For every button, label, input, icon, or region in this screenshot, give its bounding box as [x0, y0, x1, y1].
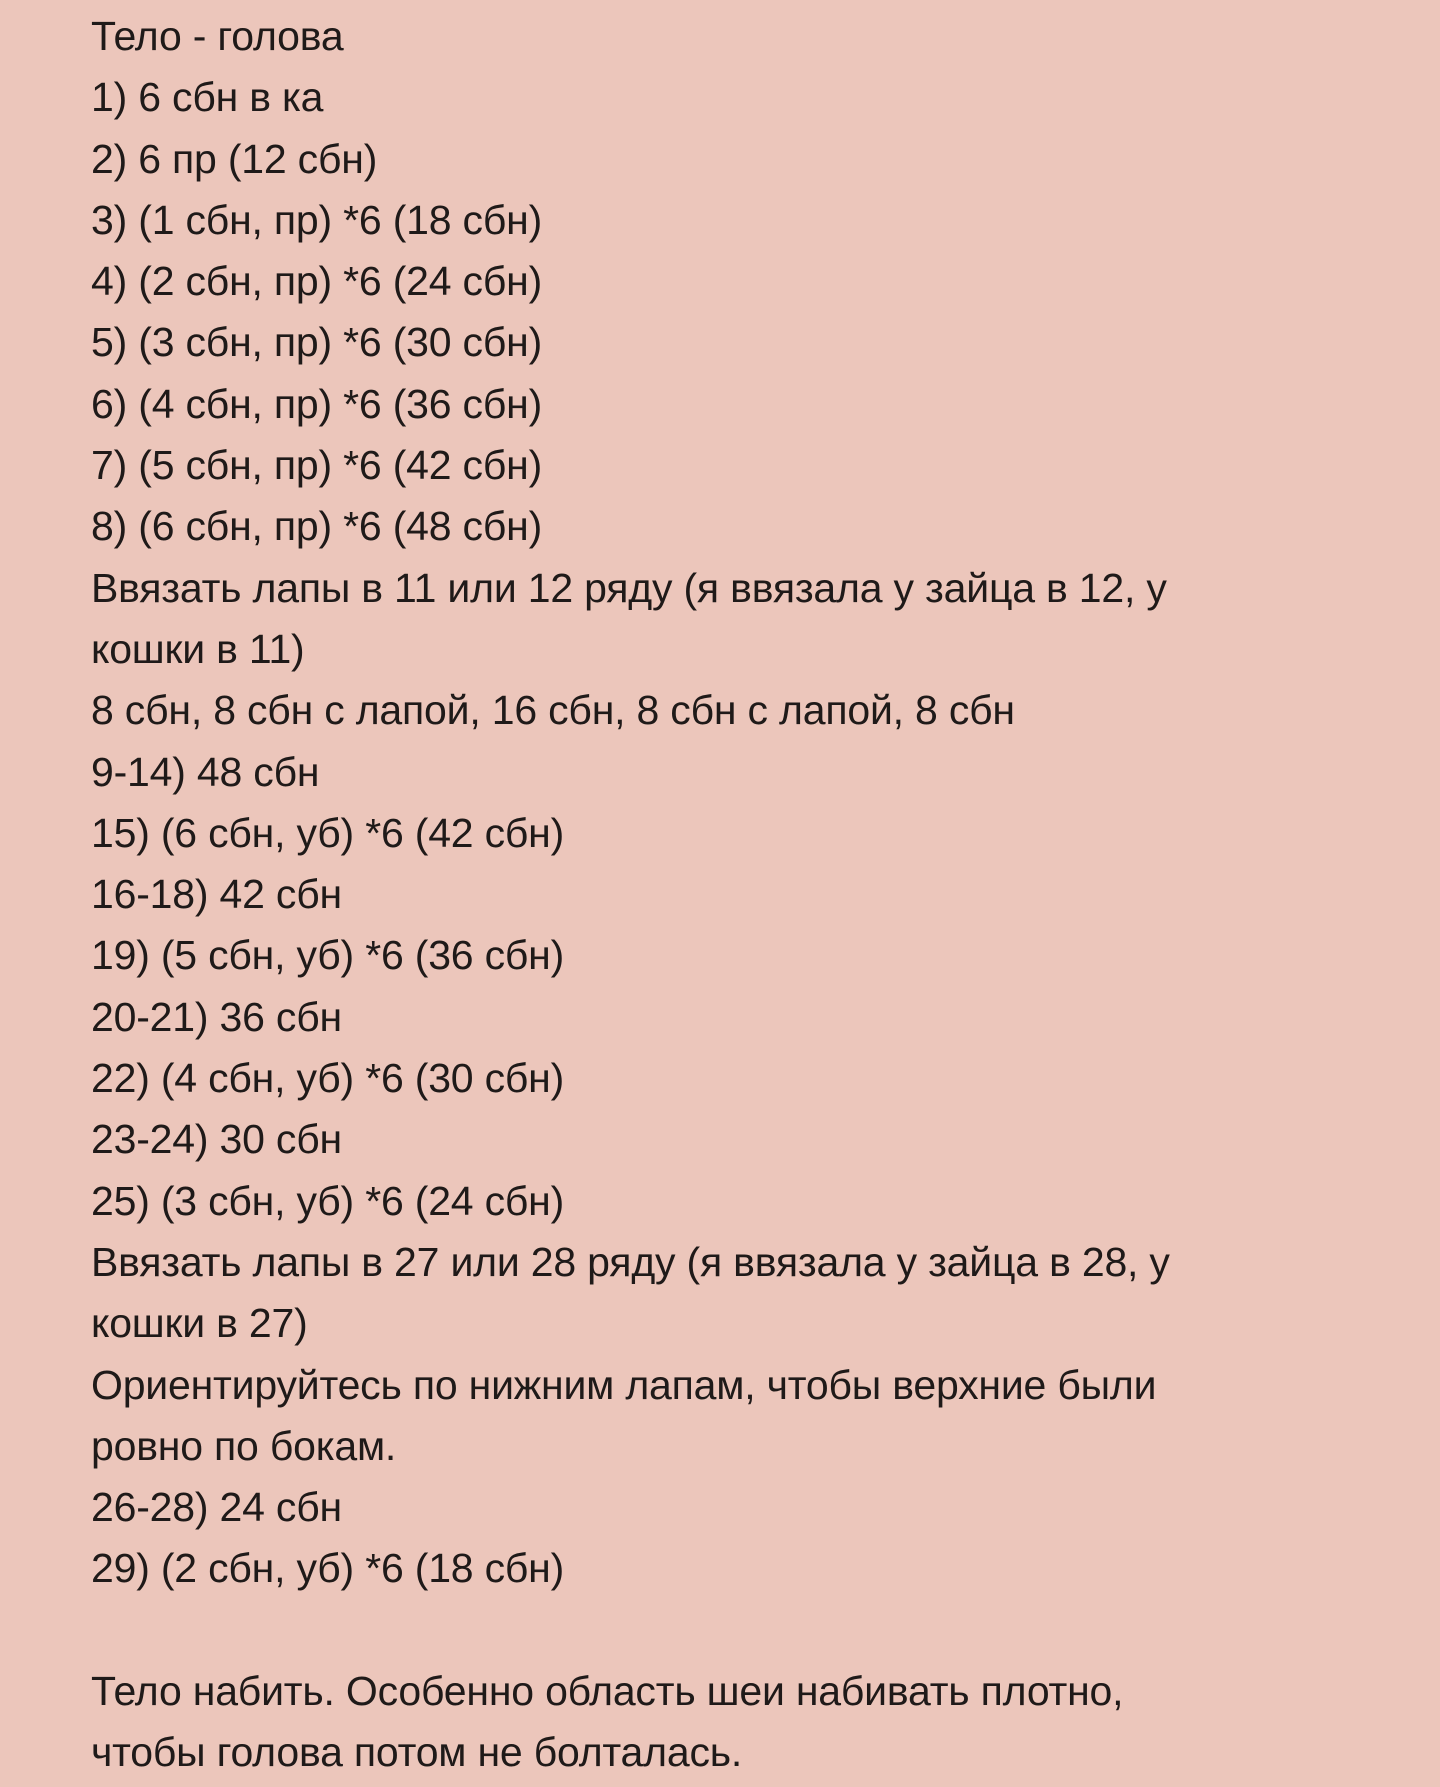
- row-instruction: 5) (3 сбн, пр) *6 (30 сбн): [91, 319, 543, 366]
- note-line: кошки в 27): [91, 1300, 308, 1347]
- row-instruction: 23-24) 30 сбн: [91, 1116, 342, 1163]
- row-instruction: 6) (4 сбн, пр) *6 (36 сбн): [91, 380, 543, 427]
- note-line: ровно по бокам.: [91, 1422, 397, 1469]
- row-instruction: 22) (4 сбн, уб) *6 (30 сбн): [91, 1055, 565, 1102]
- note-line: Тело набить. Особенно область шеи набивать плотно,: [91, 1668, 1124, 1715]
- row-instruction: 7) (5 сбн, пр) *6 (42 сбн): [91, 442, 543, 489]
- row-instruction: 2) 6 пр (12 сбн): [91, 135, 378, 182]
- row-instruction: 8 сбн, 8 сбн с лапой, 16 сбн, 8 сбн с лапой, 8 сбн: [91, 687, 1015, 734]
- note-line: Ввязать лапы в 11 или 12 ряду (я ввязала у зайца в 12, у: [91, 564, 1167, 611]
- row-instruction: 25) (3 сбн, уб) *6 (24 сбн): [91, 1177, 565, 1224]
- note-line: Ввязать лапы в 27 или 28 ряду (я ввязала у зайца в 28, у: [91, 1238, 1170, 1285]
- row-instruction: 19) (5 сбн, уб) *6 (36 сбн): [91, 932, 565, 979]
- row-instruction: 1) 6 сбн в ка: [91, 74, 324, 121]
- row-instruction: 3) (1 сбн, пр) *6 (18 сбн): [91, 196, 543, 243]
- note-line: кошки в 11): [91, 625, 305, 672]
- section-title: Тело - голова: [91, 13, 344, 59]
- row-instruction: 9-14) 48 сбн: [91, 748, 320, 795]
- row-instruction: 26-28) 24 сбн: [91, 1484, 342, 1531]
- note-line: Ориентируйтесь по нижним лапам, чтобы верхние были: [91, 1361, 1157, 1408]
- row-instruction: 20-21) 36 сбн: [91, 993, 342, 1040]
- row-instruction: 16-18) 42 сбн: [91, 871, 342, 918]
- row-instruction: 4) (2 сбн, пр) *6 (24 сбн): [91, 258, 543, 305]
- row-instruction: 8) (6 сбн, пр) *6 (48 сбн): [91, 503, 543, 550]
- row-instruction: 29) (2 сбн, уб) *6 (18 сбн): [91, 1545, 565, 1592]
- note-line: чтобы голова потом не болталась.: [91, 1729, 743, 1776]
- row-instruction: 15) (6 сбн, уб) *6 (42 сбн): [91, 809, 565, 856]
- paragraph-gap: [91, 1600, 1440, 1661]
